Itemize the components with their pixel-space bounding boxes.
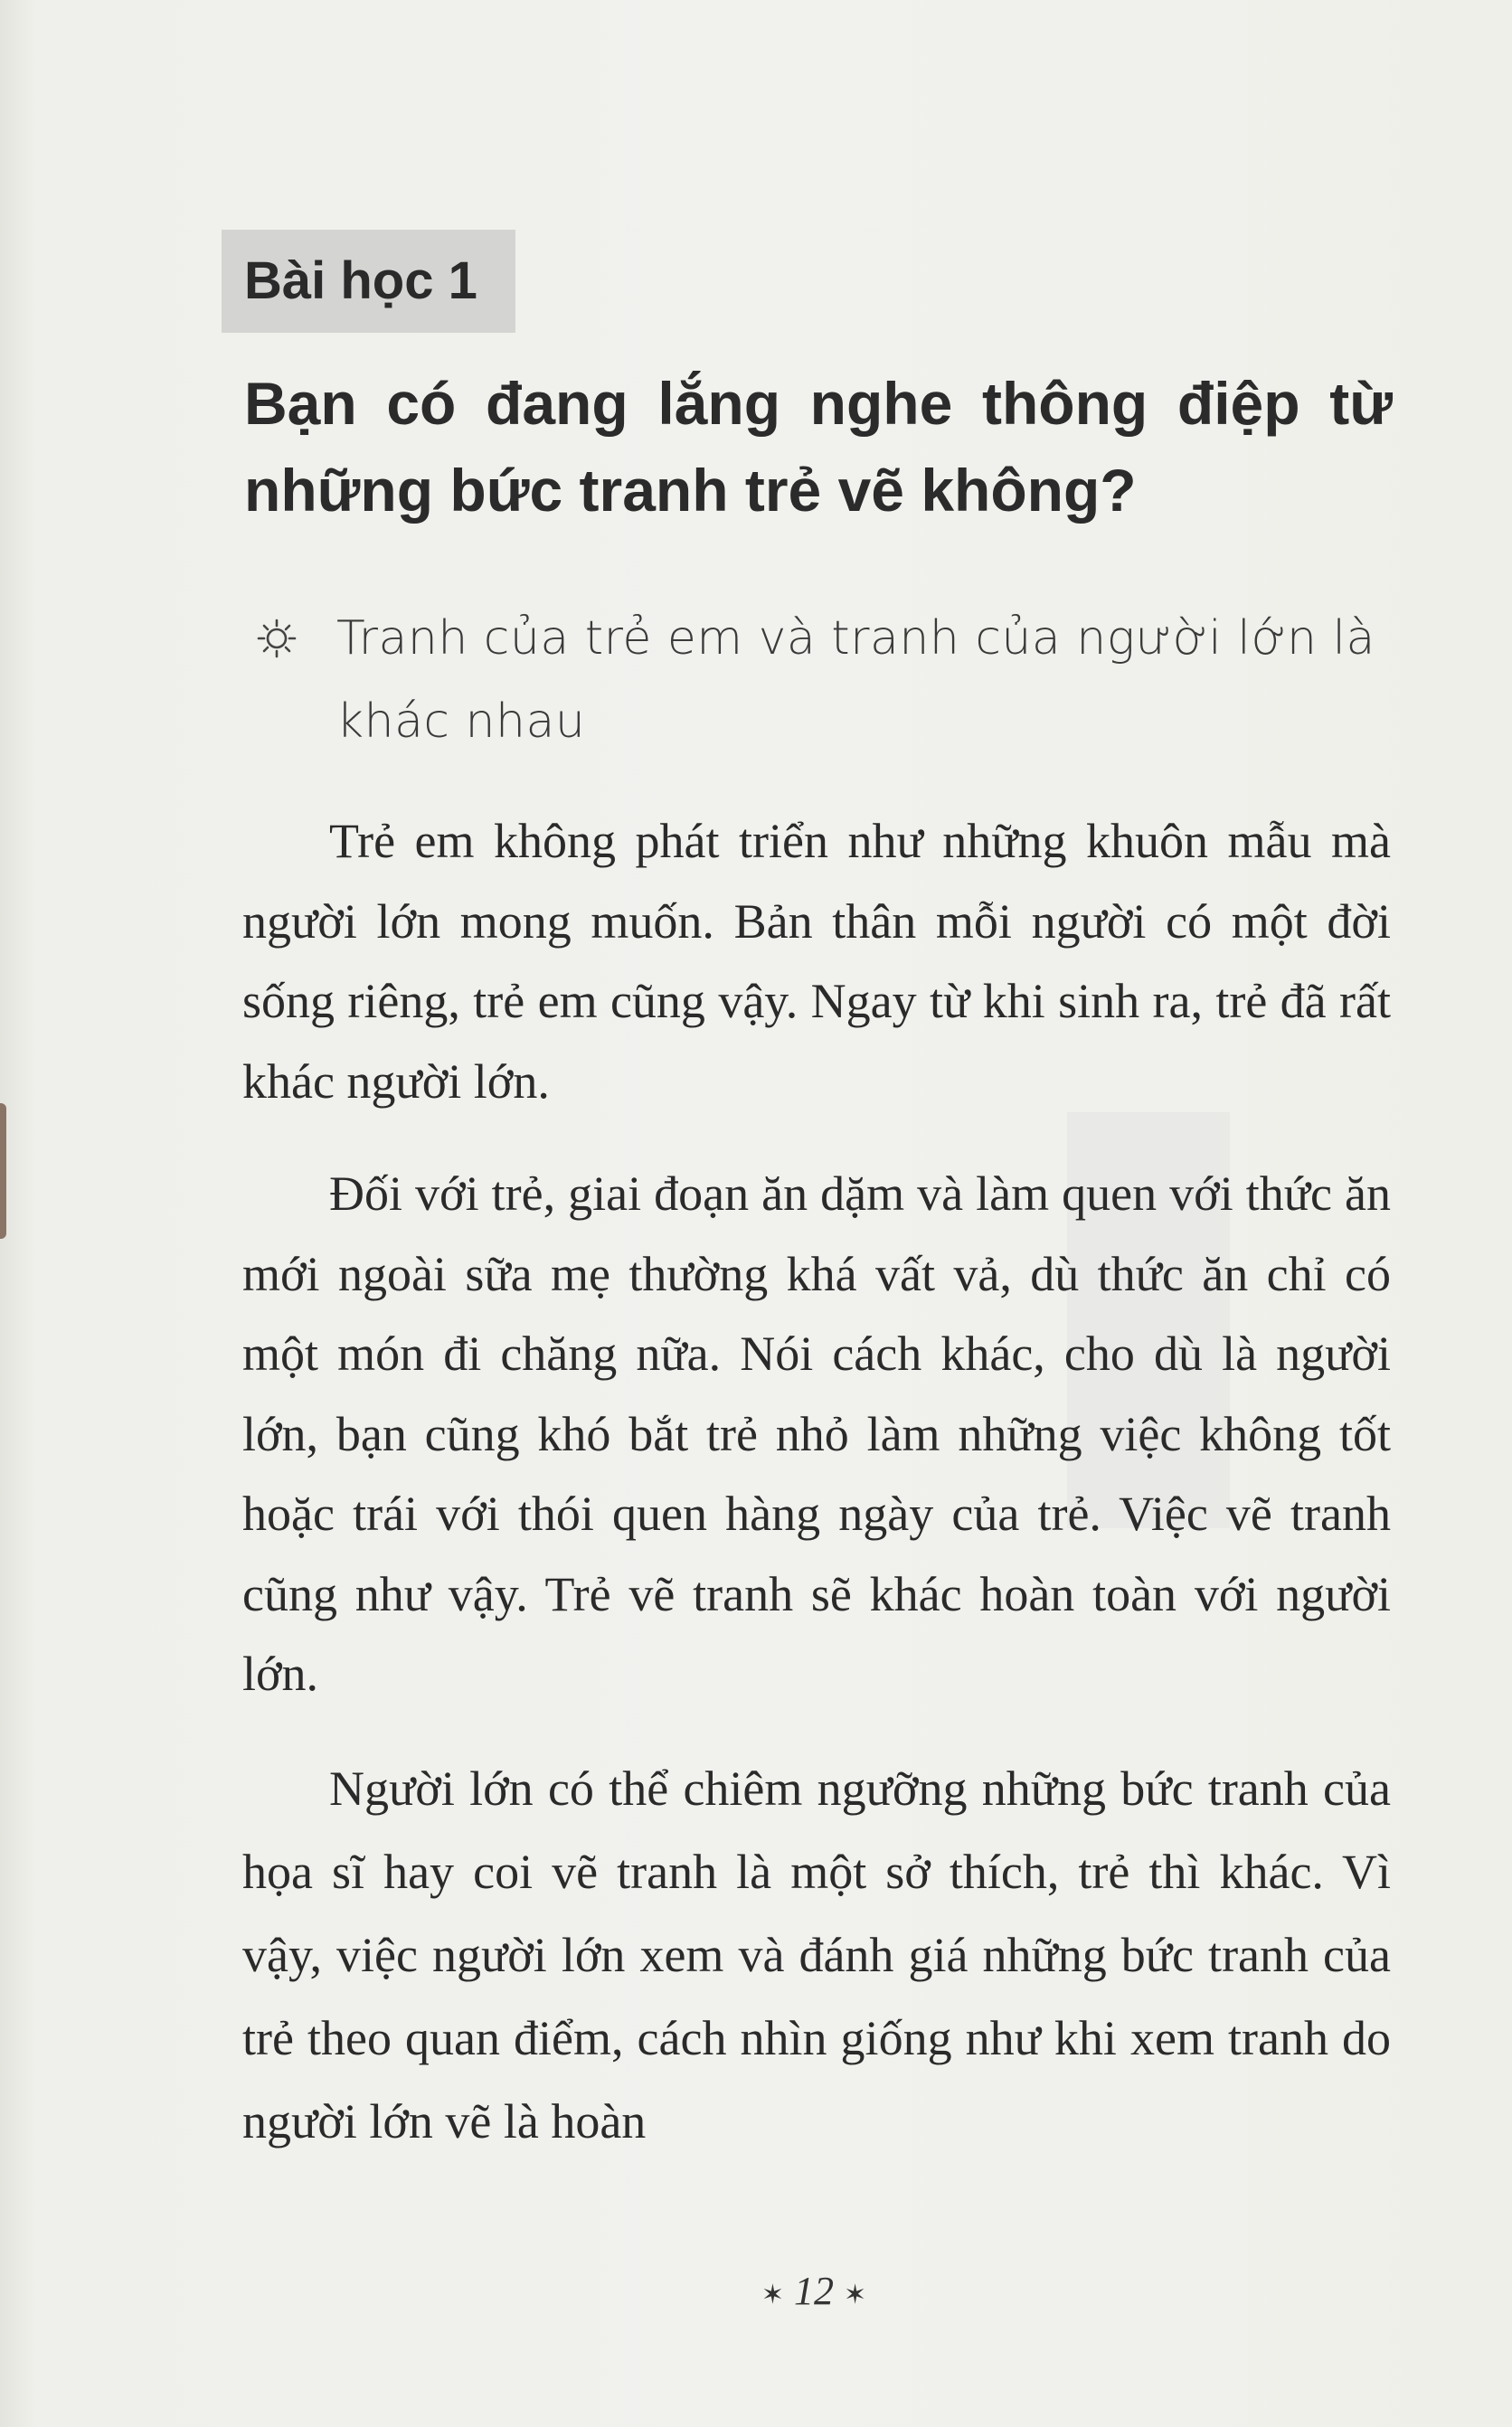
star-ornament-icon: ✶	[844, 2280, 867, 2310]
page-number-value: 12	[794, 2269, 834, 2313]
paragraph: Người lớn có thể chiêm ngưỡng những bức tranh của họa sĩ hay coi vẽ tranh là một sở thích, trẻ thì khác. Vì vậy, việc người lớn xem và đánh giá những bức tranh của trẻ theo quan điểm, cách nhìn giống như khi xem tranh do người lớn vẽ là hoàn	[242, 1761, 1391, 2148]
star-ornament-icon: ✶	[761, 2280, 784, 2310]
page-edge-shadow	[0, 1103, 6, 1239]
paragraph: Đối với trẻ, giai đoạn ăn dặm và làm quen với thức ăn mới ngoài sữa mẹ thường khá vất vả, dù thức ăn chỉ có một món đi chăng nữa. Nói cách khác, cho dù là người lớn, bạn cũng khó bắt trẻ nhỏ làm những việc không tốt hoặc trái với thói quen hàng ngày của trẻ. Việc vẽ tranh cũng như vậy. Trẻ vẽ tranh sẽ khác hoàn toàn với người lớn.	[242, 1166, 1391, 1701]
lesson-label: Bài học 1	[222, 230, 515, 333]
sun-bullet-icon	[257, 619, 297, 658]
section-subheading	[257, 597, 1396, 763]
paragraph: Trẻ em không phát triển như những khuôn mẫu mà người lớn mong muốn. Bản thân mỗi người có một đời sống riêng, trẻ em cũng vậy. Ngay từ khi sinh ra, trẻ đã rất khác người lớn.	[242, 814, 1391, 1109]
subheading-text: Tranh của trẻ em và tranh của người lớn là khác nhau	[336, 611, 1375, 749]
page-number	[751, 2268, 877, 2314]
lesson-heading: Bạn có đang lắng nghe thông điệp từ những bức tranh trẻ vẽ không?	[244, 370, 1393, 524]
body-text	[242, 801, 1391, 2196]
